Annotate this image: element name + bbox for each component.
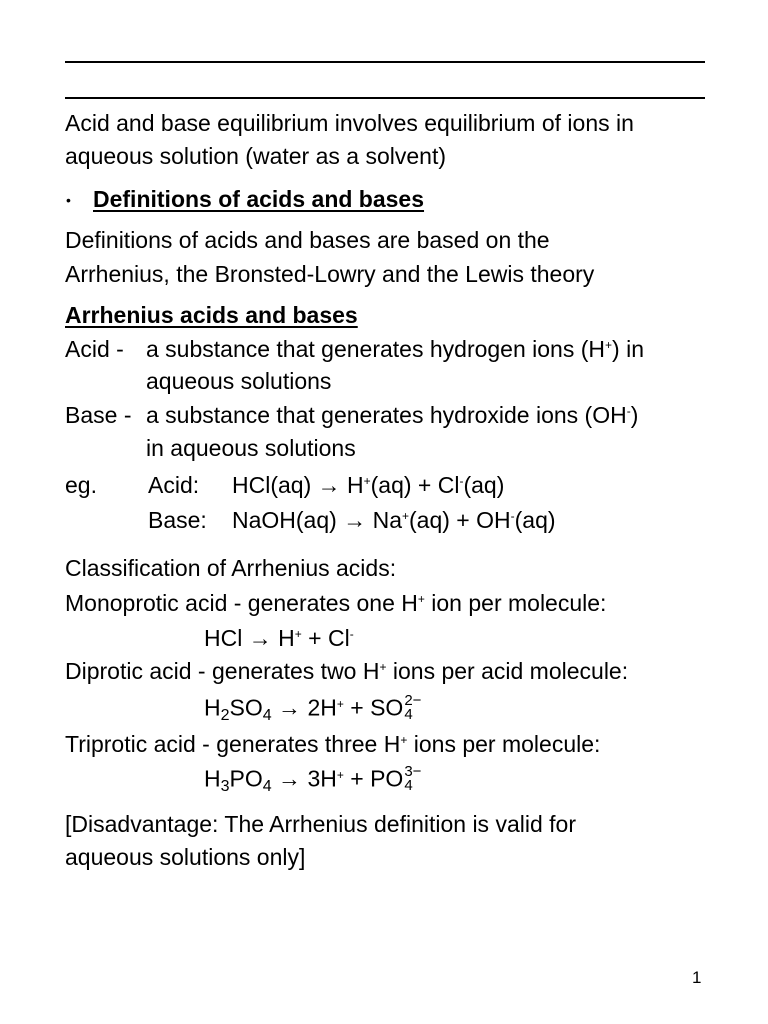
monoprotic-equation: HCl → H+ + Cl-	[204, 625, 354, 651]
section-heading-arrhenius: Arrhenius acids and bases	[65, 302, 358, 328]
example-base-equation: NaOH(aq) → Na+(aq) + OH-(aq)	[232, 507, 556, 533]
definitions-line-2: Arrhenius, the Bronsted-Lowry and the Lewis theory	[65, 261, 595, 287]
acid-definition-line-1: a substance that generates hydrogen ions (H+) in	[146, 336, 644, 362]
diprotic-definition: Diprotic acid - generates two H+ ions per acid molecule:	[65, 658, 629, 684]
intro-line-1: Acid and base equilibrium involves equilibrium of ions in	[65, 110, 634, 136]
sulfate-charge-fraction: 2− 4	[404, 692, 422, 723]
example-label: eg.	[65, 472, 97, 498]
phosphate-charge-fraction: 3− 4	[404, 763, 422, 794]
triprotic-equation: H3PO4 → 3H+ + PO 3− 4	[204, 763, 422, 795]
example-base-label: Base:	[148, 507, 207, 533]
disadvantage-line-2: aqueous solutions only]	[65, 844, 306, 870]
intro-line-2: aqueous solution (water as a solvent)	[65, 143, 446, 169]
base-definition-line-1: a substance that generates hydroxide ions (OH-)	[146, 402, 639, 428]
top-rule-1	[65, 61, 705, 63]
acid-label: Acid -	[65, 336, 124, 362]
definitions-line-1: Definitions of acids and bases are based on the	[65, 227, 550, 253]
bullet-icon: •	[66, 192, 71, 208]
example-acid-equation: HCl(aq) → H+(aq) + Cl-(aq)	[232, 472, 505, 498]
disadvantage-line-1: [Disadvantage: The Arrhenius definition is valid for	[65, 811, 576, 837]
monoprotic-definition: Monoprotic acid - generates one H+ ion per molecule:	[65, 590, 607, 616]
triprotic-definition: Triprotic acid - generates three H+ ions per molecule:	[65, 731, 601, 757]
classification-title: Classification of Arrhenius acids:	[65, 555, 397, 581]
acid-definition-line-2: aqueous solutions	[146, 368, 332, 394]
diprotic-equation: H2SO4 → 2H+ + SO 2− 4	[204, 692, 422, 724]
top-rule-2	[65, 97, 705, 99]
base-definition-line-2: in aqueous solutions	[146, 435, 356, 461]
example-acid-label: Acid:	[148, 472, 200, 498]
base-label: Base -	[65, 402, 132, 428]
section-heading-definitions: Definitions of acids and bases	[93, 186, 425, 212]
page-number: 1	[692, 968, 702, 987]
